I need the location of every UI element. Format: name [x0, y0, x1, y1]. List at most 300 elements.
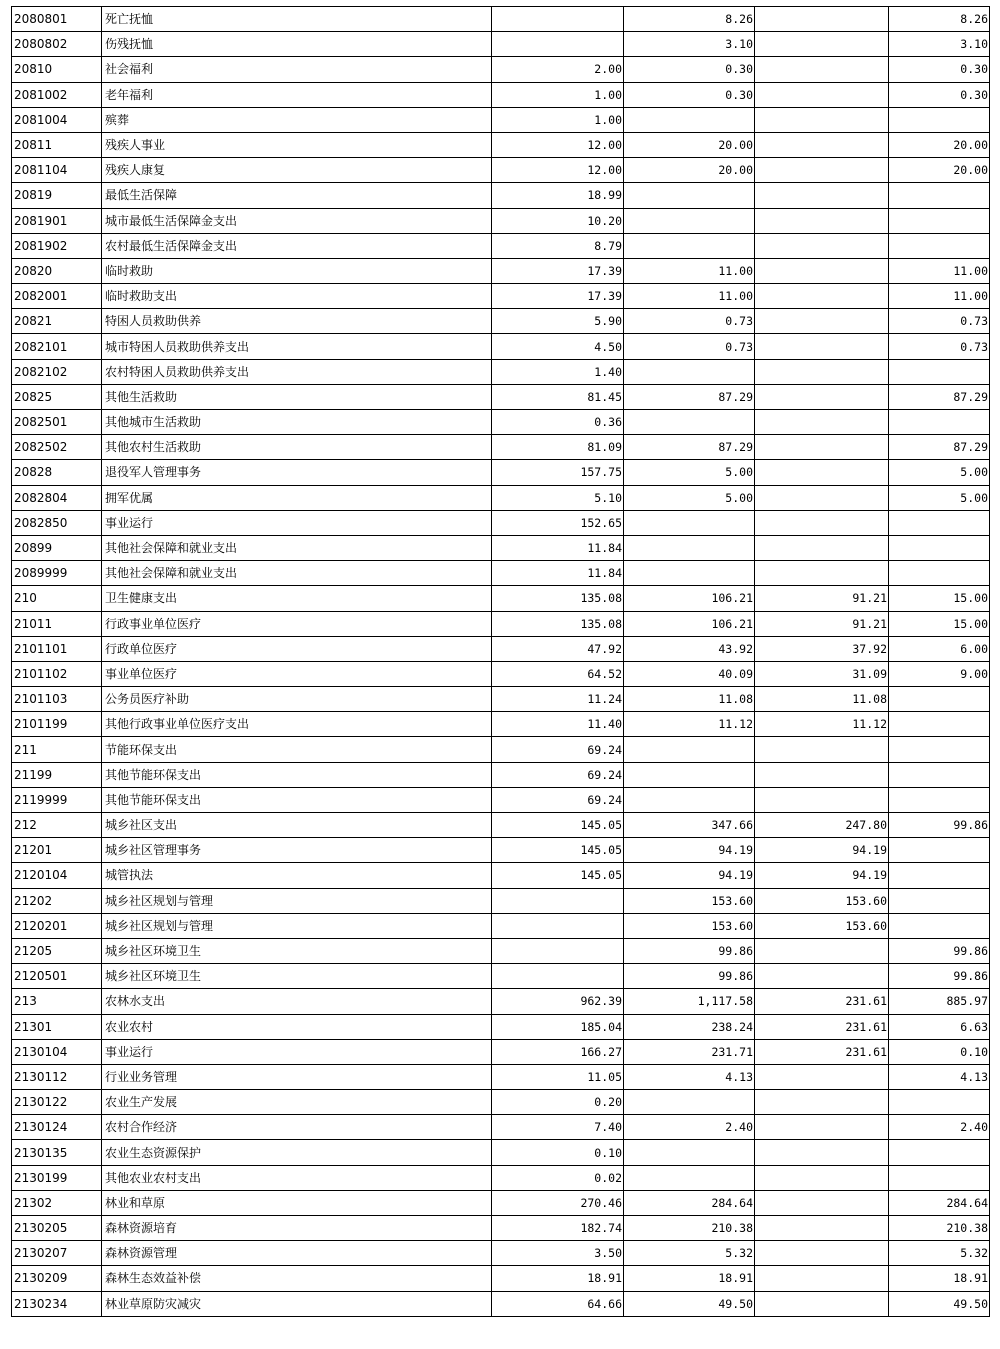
subject-name-cell: 城管执法: [102, 863, 492, 888]
subject-code-cell: 211: [12, 737, 102, 762]
value-cell-4: 2.40: [889, 1115, 990, 1140]
value-cell-3: [755, 309, 889, 334]
subject-name-cell: 卫生健康支出: [102, 586, 492, 611]
value-cell-4: [889, 863, 990, 888]
value-cell-3: [755, 737, 889, 762]
value-cell-3: [755, 485, 889, 510]
table-row: [12, 838, 990, 863]
value-cell-3: [755, 233, 889, 258]
value-cell-3: [755, 1140, 889, 1165]
value-cell-3: [755, 1291, 889, 1316]
table-row: [12, 334, 990, 359]
value-cell-1: 135.08: [492, 586, 624, 611]
subject-name-cell: 行业业务管理: [102, 1064, 492, 1089]
value-cell-1: 12.00: [492, 132, 624, 157]
value-cell-4: 15.00: [889, 586, 990, 611]
value-cell-1: 12.00: [492, 158, 624, 183]
value-cell-1: 157.75: [492, 460, 624, 485]
value-cell-1: 0.02: [492, 1165, 624, 1190]
value-cell-2: 94.19: [624, 838, 755, 863]
subject-name-cell: 农村合作经济: [102, 1115, 492, 1140]
subject-code-cell: 2081104: [12, 158, 102, 183]
subject-name-cell: 城乡社区规划与管理: [102, 913, 492, 938]
value-cell-2: [624, 233, 755, 258]
value-cell-1: 270.46: [492, 1190, 624, 1215]
table-row: [12, 661, 990, 686]
value-cell-4: [889, 1090, 990, 1115]
value-cell-4: [889, 1165, 990, 1190]
value-cell-1: 69.24: [492, 737, 624, 762]
value-cell-1: 1.40: [492, 359, 624, 384]
value-cell-2: 231.71: [624, 1039, 755, 1064]
value-cell-1: 0.36: [492, 410, 624, 435]
value-cell-2: [624, 208, 755, 233]
value-cell-3: [755, 32, 889, 57]
value-cell-1: [492, 913, 624, 938]
value-cell-2: 153.60: [624, 913, 755, 938]
value-cell-4: 210.38: [889, 1216, 990, 1241]
value-cell-3: [755, 258, 889, 283]
subject-name-cell: 拥军优属: [102, 485, 492, 510]
subject-name-cell: 伤残抚恤: [102, 32, 492, 57]
table-row: [12, 1190, 990, 1215]
value-cell-3: [755, 384, 889, 409]
value-cell-2: 153.60: [624, 888, 755, 913]
subject-name-cell: 公务员医疗补助: [102, 687, 492, 712]
value-cell-3: 94.19: [755, 863, 889, 888]
value-cell-3: [755, 7, 889, 32]
table-row: [12, 7, 990, 32]
value-cell-4: 6.63: [889, 1014, 990, 1039]
value-cell-3: [755, 359, 889, 384]
subject-name-cell: 其他行政事业单位医疗支出: [102, 712, 492, 737]
value-cell-2: 43.92: [624, 636, 755, 661]
subject-name-cell: 城市最低生活保障金支出: [102, 208, 492, 233]
value-cell-1: 0.10: [492, 1140, 624, 1165]
subject-name-cell: 森林生态效益补偿: [102, 1266, 492, 1291]
subject-code-cell: 21011: [12, 611, 102, 636]
subject-code-cell: 2120201: [12, 913, 102, 938]
subject-name-cell: 城乡社区环境卫生: [102, 938, 492, 963]
value-cell-1: [492, 7, 624, 32]
value-cell-4: [889, 233, 990, 258]
subject-code-cell: 21302: [12, 1190, 102, 1215]
value-cell-1: 64.52: [492, 661, 624, 686]
value-cell-2: [624, 359, 755, 384]
subject-code-cell: 2130234: [12, 1291, 102, 1316]
value-cell-2: 106.21: [624, 611, 755, 636]
value-cell-2: [624, 535, 755, 560]
value-cell-1: [492, 964, 624, 989]
value-cell-1: 152.65: [492, 510, 624, 535]
value-cell-3: [755, 1165, 889, 1190]
table-row: [12, 132, 990, 157]
value-cell-3: [755, 208, 889, 233]
value-cell-4: 9.00: [889, 661, 990, 686]
table-row: [12, 284, 990, 309]
subject-name-cell: 临时救助: [102, 258, 492, 283]
value-cell-3: [755, 460, 889, 485]
value-cell-1: 69.24: [492, 762, 624, 787]
value-cell-3: 231.61: [755, 1014, 889, 1039]
value-cell-3: [755, 1266, 889, 1291]
table-row: [12, 208, 990, 233]
value-cell-2: 20.00: [624, 132, 755, 157]
value-cell-3: 91.21: [755, 586, 889, 611]
value-cell-4: [889, 510, 990, 535]
table-row: [12, 158, 990, 183]
value-cell-1: 81.09: [492, 435, 624, 460]
value-cell-4: 99.86: [889, 813, 990, 838]
subject-code-cell: 2081002: [12, 82, 102, 107]
value-cell-1: 182.74: [492, 1216, 624, 1241]
table-row: [12, 359, 990, 384]
value-cell-2: 210.38: [624, 1216, 755, 1241]
value-cell-4: [889, 838, 990, 863]
value-cell-2: 284.64: [624, 1190, 755, 1215]
value-cell-4: [889, 183, 990, 208]
value-cell-3: 11.08: [755, 687, 889, 712]
table-row: [12, 1090, 990, 1115]
value-cell-4: [889, 787, 990, 812]
value-cell-2: [624, 737, 755, 762]
value-cell-2: [624, 107, 755, 132]
value-cell-3: 91.21: [755, 611, 889, 636]
subject-code-cell: 210: [12, 586, 102, 611]
subject-code-cell: 21205: [12, 938, 102, 963]
value-cell-2: [624, 183, 755, 208]
value-cell-2: [624, 787, 755, 812]
table-row: [12, 183, 990, 208]
value-cell-2: 40.09: [624, 661, 755, 686]
subject-name-cell: 节能环保支出: [102, 737, 492, 762]
table-row: [12, 1039, 990, 1064]
subject-code-cell: 2081004: [12, 107, 102, 132]
value-cell-4: [889, 107, 990, 132]
value-cell-3: [755, 82, 889, 107]
table-row: [12, 1241, 990, 1266]
value-cell-4: [889, 1140, 990, 1165]
value-cell-1: 47.92: [492, 636, 624, 661]
value-cell-3: [755, 510, 889, 535]
value-cell-2: 49.50: [624, 1291, 755, 1316]
subject-name-cell: 其他节能环保支出: [102, 762, 492, 787]
table-row: [12, 913, 990, 938]
subject-name-cell: 城乡社区管理事务: [102, 838, 492, 863]
value-cell-1: 5.90: [492, 309, 624, 334]
value-cell-1: 2.00: [492, 57, 624, 82]
value-cell-3: [755, 334, 889, 359]
table-row: [12, 1014, 990, 1039]
value-cell-4: 8.26: [889, 7, 990, 32]
value-cell-1: 8.79: [492, 233, 624, 258]
value-cell-1: 11.05: [492, 1064, 624, 1089]
value-cell-2: 87.29: [624, 384, 755, 409]
value-cell-2: 347.66: [624, 813, 755, 838]
value-cell-2: 11.00: [624, 284, 755, 309]
subject-name-cell: 其他农业农村支出: [102, 1165, 492, 1190]
value-cell-2: 3.10: [624, 32, 755, 57]
value-cell-1: 11.40: [492, 712, 624, 737]
subject-code-cell: 2130135: [12, 1140, 102, 1165]
subject-name-cell: 农业生产发展: [102, 1090, 492, 1115]
value-cell-1: [492, 32, 624, 57]
value-cell-3: 11.12: [755, 712, 889, 737]
subject-code-cell: 20819: [12, 183, 102, 208]
value-cell-4: 284.64: [889, 1190, 990, 1215]
value-cell-3: 37.92: [755, 636, 889, 661]
value-cell-3: [755, 787, 889, 812]
subject-code-cell: 20810: [12, 57, 102, 82]
value-cell-3: [755, 762, 889, 787]
value-cell-1: 166.27: [492, 1039, 624, 1064]
table-row: [12, 1165, 990, 1190]
value-cell-2: 0.73: [624, 334, 755, 359]
table-row: [12, 309, 990, 334]
subject-code-cell: 2130199: [12, 1165, 102, 1190]
value-cell-1: 10.20: [492, 208, 624, 233]
value-cell-2: [624, 1090, 755, 1115]
table-row: [12, 586, 990, 611]
subject-name-cell: 事业运行: [102, 510, 492, 535]
subject-code-cell: 21201: [12, 838, 102, 863]
value-cell-1: 11.84: [492, 535, 624, 560]
subject-code-cell: 2130122: [12, 1090, 102, 1115]
value-cell-3: 153.60: [755, 888, 889, 913]
table-row: [12, 32, 990, 57]
subject-name-cell: 殡葬: [102, 107, 492, 132]
subject-code-cell: 2120501: [12, 964, 102, 989]
table-row: [12, 1291, 990, 1316]
table-row: [12, 1140, 990, 1165]
value-cell-4: [889, 687, 990, 712]
table-row: [12, 485, 990, 510]
subject-code-cell: 2101199: [12, 712, 102, 737]
subject-name-cell: 其他社会保障和就业支出: [102, 535, 492, 560]
value-cell-3: [755, 1241, 889, 1266]
value-cell-4: 3.10: [889, 32, 990, 57]
value-cell-4: 87.29: [889, 435, 990, 460]
value-cell-2: 4.13: [624, 1064, 755, 1089]
value-cell-1: 18.91: [492, 1266, 624, 1291]
subject-code-cell: 2082804: [12, 485, 102, 510]
table-row: [12, 813, 990, 838]
subject-code-cell: 2089999: [12, 561, 102, 586]
subject-code-cell: 2080802: [12, 32, 102, 57]
value-cell-3: 247.80: [755, 813, 889, 838]
value-cell-1: 145.05: [492, 813, 624, 838]
value-cell-1: 7.40: [492, 1115, 624, 1140]
value-cell-2: 0.30: [624, 57, 755, 82]
value-cell-4: 11.00: [889, 258, 990, 283]
table-row: [12, 57, 990, 82]
subject-name-cell: 残疾人康复: [102, 158, 492, 183]
table-row: [12, 712, 990, 737]
subject-name-cell: 农村特困人员救助供养支出: [102, 359, 492, 384]
value-cell-1: 145.05: [492, 863, 624, 888]
subject-code-cell: 20899: [12, 535, 102, 560]
value-cell-2: 11.00: [624, 258, 755, 283]
value-cell-3: [755, 964, 889, 989]
value-cell-4: 15.00: [889, 611, 990, 636]
subject-code-cell: 2082501: [12, 410, 102, 435]
value-cell-2: 99.86: [624, 964, 755, 989]
value-cell-4: 49.50: [889, 1291, 990, 1316]
value-cell-1: 3.50: [492, 1241, 624, 1266]
table-row: [12, 410, 990, 435]
value-cell-2: 18.91: [624, 1266, 755, 1291]
subject-code-cell: 20820: [12, 258, 102, 283]
subject-code-cell: 2120104: [12, 863, 102, 888]
subject-code-cell: 2082502: [12, 435, 102, 460]
value-cell-3: [755, 1090, 889, 1115]
subject-name-cell: 其他节能环保支出: [102, 787, 492, 812]
table-row: [12, 762, 990, 787]
value-cell-4: [889, 208, 990, 233]
value-cell-3: [755, 1216, 889, 1241]
value-cell-2: 106.21: [624, 586, 755, 611]
subject-name-cell: 行政单位医疗: [102, 636, 492, 661]
subject-name-cell: 农村最低生活保障金支出: [102, 233, 492, 258]
value-cell-2: 5.32: [624, 1241, 755, 1266]
value-cell-3: [755, 561, 889, 586]
subject-name-cell: 农林水支出: [102, 989, 492, 1014]
value-cell-3: [755, 183, 889, 208]
subject-name-cell: 城乡社区环境卫生: [102, 964, 492, 989]
table-row: [12, 535, 990, 560]
subject-name-cell: 其他生活救助: [102, 384, 492, 409]
value-cell-2: [624, 510, 755, 535]
subject-code-cell: 2119999: [12, 787, 102, 812]
subject-code-cell: 2130124: [12, 1115, 102, 1140]
table-row: [12, 460, 990, 485]
subject-code-cell: 2101101: [12, 636, 102, 661]
value-cell-4: 0.30: [889, 82, 990, 107]
value-cell-2: 11.08: [624, 687, 755, 712]
table-row: [12, 107, 990, 132]
subject-code-cell: 21202: [12, 888, 102, 913]
subject-name-cell: 城乡社区支出: [102, 813, 492, 838]
subject-name-cell: 临时救助支出: [102, 284, 492, 309]
value-cell-3: 94.19: [755, 838, 889, 863]
subject-code-cell: 2130104: [12, 1039, 102, 1064]
value-cell-1: [492, 938, 624, 963]
value-cell-4: 0.73: [889, 334, 990, 359]
value-cell-2: 94.19: [624, 863, 755, 888]
value-cell-3: [755, 57, 889, 82]
value-cell-2: 20.00: [624, 158, 755, 183]
subject-code-cell: 2130205: [12, 1216, 102, 1241]
subject-code-cell: 20811: [12, 132, 102, 157]
value-cell-3: [755, 158, 889, 183]
subject-code-cell: 213: [12, 989, 102, 1014]
subject-name-cell: 其他农村生活救助: [102, 435, 492, 460]
value-cell-1: 5.10: [492, 485, 624, 510]
subject-code-cell: 2082101: [12, 334, 102, 359]
subject-code-cell: 20821: [12, 309, 102, 334]
value-cell-3: [755, 1064, 889, 1089]
value-cell-3: [755, 132, 889, 157]
value-cell-4: 5.32: [889, 1241, 990, 1266]
subject-name-cell: 退役军人管理事务: [102, 460, 492, 485]
value-cell-4: 0.73: [889, 309, 990, 334]
value-cell-3: 231.61: [755, 1039, 889, 1064]
value-cell-1: 11.84: [492, 561, 624, 586]
value-cell-4: [889, 561, 990, 586]
subject-name-cell: 老年福利: [102, 82, 492, 107]
value-cell-1: 145.05: [492, 838, 624, 863]
value-cell-1: 4.50: [492, 334, 624, 359]
subject-code-cell: 2082001: [12, 284, 102, 309]
subject-name-cell: 最低生活保障: [102, 183, 492, 208]
value-cell-3: [755, 107, 889, 132]
value-cell-3: 153.60: [755, 913, 889, 938]
table-row: [12, 384, 990, 409]
value-cell-4: 885.97: [889, 989, 990, 1014]
value-cell-2: 0.73: [624, 309, 755, 334]
value-cell-2: 238.24: [624, 1014, 755, 1039]
value-cell-3: [755, 938, 889, 963]
value-cell-2: [624, 1140, 755, 1165]
value-cell-1: 17.39: [492, 284, 624, 309]
table-row: [12, 233, 990, 258]
value-cell-2: 2.40: [624, 1115, 755, 1140]
value-cell-1: 962.39: [492, 989, 624, 1014]
value-cell-3: [755, 435, 889, 460]
value-cell-1: 1.00: [492, 82, 624, 107]
table-row: [12, 1115, 990, 1140]
value-cell-4: [889, 913, 990, 938]
subject-name-cell: 农业农村: [102, 1014, 492, 1039]
table-row: [12, 510, 990, 535]
value-cell-4: 20.00: [889, 132, 990, 157]
subject-code-cell: 2082102: [12, 359, 102, 384]
value-cell-1: 81.45: [492, 384, 624, 409]
table-row: [12, 435, 990, 460]
subject-name-cell: 其他社会保障和就业支出: [102, 561, 492, 586]
value-cell-1: 64.66: [492, 1291, 624, 1316]
value-cell-2: 5.00: [624, 460, 755, 485]
value-cell-3: [755, 1190, 889, 1215]
value-cell-4: [889, 712, 990, 737]
value-cell-1: 18.99: [492, 183, 624, 208]
subject-code-cell: 20828: [12, 460, 102, 485]
subject-name-cell: 死亡抚恤: [102, 7, 492, 32]
value-cell-4: [889, 888, 990, 913]
value-cell-4: 18.91: [889, 1266, 990, 1291]
subject-name-cell: 其他城市生活救助: [102, 410, 492, 435]
value-cell-4: 0.10: [889, 1039, 990, 1064]
subject-code-cell: 21301: [12, 1014, 102, 1039]
subject-code-cell: 2081901: [12, 208, 102, 233]
value-cell-4: 99.86: [889, 964, 990, 989]
value-cell-3: 231.61: [755, 989, 889, 1014]
table-row: [12, 82, 990, 107]
value-cell-4: [889, 359, 990, 384]
subject-name-cell: 农业生态资源保护: [102, 1140, 492, 1165]
value-cell-2: 8.26: [624, 7, 755, 32]
value-cell-3: [755, 1115, 889, 1140]
table-row: [12, 787, 990, 812]
value-cell-1: 1.00: [492, 107, 624, 132]
subject-name-cell: 林业和草原: [102, 1190, 492, 1215]
subject-name-cell: 残疾人事业: [102, 132, 492, 157]
value-cell-4: [889, 535, 990, 560]
value-cell-4: 99.86: [889, 938, 990, 963]
subject-code-cell: 2081902: [12, 233, 102, 258]
table-row: [12, 737, 990, 762]
subject-code-cell: 2082850: [12, 510, 102, 535]
